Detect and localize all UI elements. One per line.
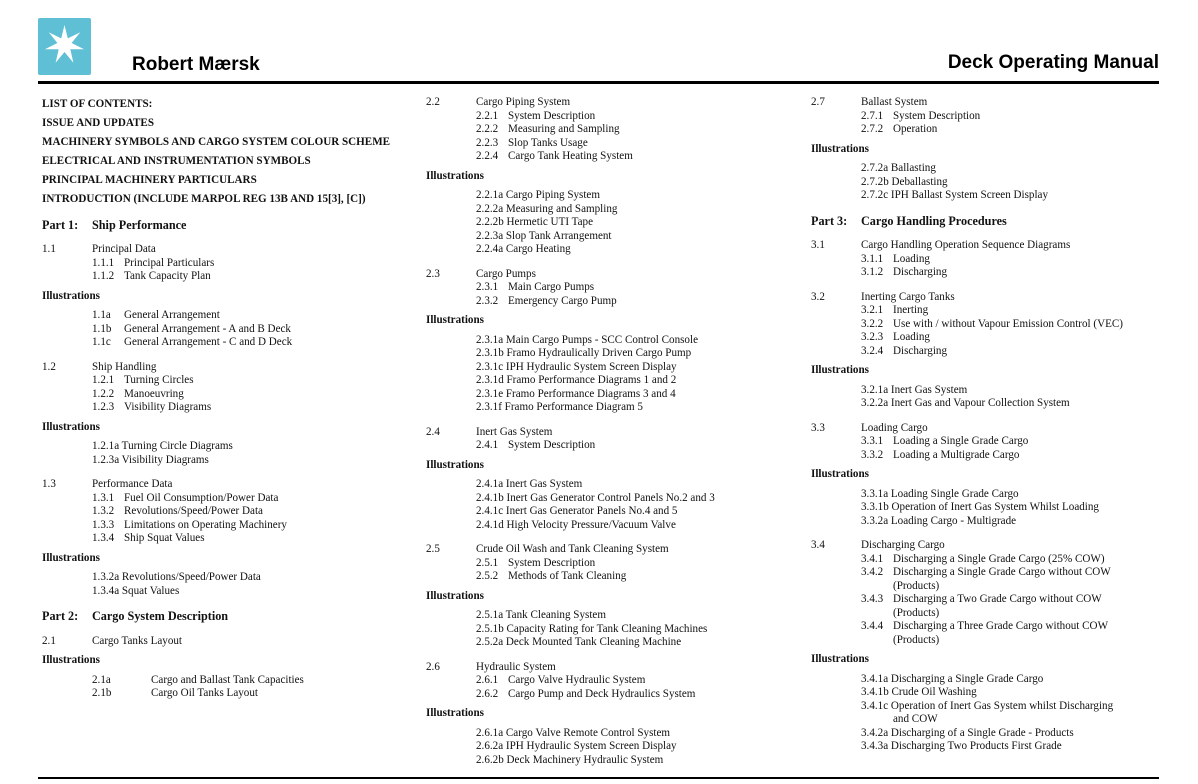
illustration-item[interactable]: 2.7.2b Deballasting: [861, 175, 948, 188]
toc-issue-updates[interactable]: ISSUE AND UPDATES: [42, 117, 154, 129]
illustration-item[interactable]: 2.3.1a Main Cargo Pumps - SCC Control Console: [476, 333, 698, 346]
illustrations-heading: Illustrations: [42, 289, 100, 302]
subsection-continuation: (Products): [893, 579, 940, 592]
illustration-item[interactable]: 2.2.4a Cargo Heating: [476, 243, 571, 255]
illustration-item[interactable]: 2.1b Cargo Oil Tanks Layout: [92, 687, 258, 699]
subsection-item[interactable]: 1.3.4 Ship Squat Values: [92, 532, 205, 544]
section-heading[interactable]: 2.4 Inert Gas System: [426, 425, 553, 438]
subsection-item[interactable]: 1.3.3 Limitations on Operating Machinery: [92, 518, 287, 531]
illustration-item[interactable]: 2.4.1d High Velocity Pressure/Vacuum Valve: [476, 518, 676, 531]
illustration-item[interactable]: 2.3.1c IPH Hydraulic System Screen Display: [476, 360, 677, 373]
illustration-item[interactable]: 2.3.1e Framo Performance Diagrams 3 and 4: [476, 387, 676, 400]
toc-principal-machinery[interactable]: PRINCIPAL MACHINERY PARTICULARS: [42, 174, 257, 186]
illustration-item[interactable]: 2.2.3a Slop Tank Arrangement: [476, 229, 612, 242]
manual-title: Deck Operating Manual: [947, 52, 1159, 73]
illustration-item[interactable]: 1.2.1a Turning Circle Diagrams: [92, 440, 233, 452]
illustration-item[interactable]: 3.3.1b Operation of Inert Gas System Whilst Loading: [861, 501, 1099, 513]
subsection-item[interactable]: 3.2.2 Use with / without Vapour Emission Control (VEC): [861, 317, 1123, 330]
illustration-continuation: and COW: [893, 713, 938, 725]
section-heading[interactable]: 2.7 Ballast System: [811, 96, 928, 108]
illustration-item[interactable]: 2.2.2b Hermetic UTI Tape: [476, 216, 594, 228]
maersk-logo: [38, 18, 91, 75]
toc-machinery-symbols[interactable]: MACHINERY SYMBOLS AND CARGO SYSTEM COLOUR SCHEME: [42, 136, 391, 148]
subsection-item[interactable]: 3.4.4 Discharging a Three Grade Cargo without COW: [861, 620, 1109, 632]
illustrations-heading: Illustrations: [811, 468, 869, 480]
subsection-item[interactable]: 3.3.1 Loading a Single Grade Cargo: [861, 435, 1029, 447]
illustrations-heading: Illustrations: [811, 142, 869, 155]
subsection-item[interactable]: 3.2.1 Inerting: [861, 304, 929, 316]
illustrations-heading: Illustrations: [42, 420, 100, 433]
illustration-item[interactable]: 2.5.1a Tank Cleaning System: [476, 609, 606, 621]
subsection-item[interactable]: 2.7.2 Operation: [861, 123, 938, 135]
subsection-continuation: (Products): [893, 633, 940, 646]
subsection-item[interactable]: 2.2.4 Cargo Tank Heating System: [476, 150, 633, 162]
section-heading[interactable]: 2.2 Cargo Piping System: [426, 96, 571, 108]
subsection-item[interactable]: 2.5.2 Methods of Tank Cleaning: [476, 570, 627, 582]
part-heading[interactable]: Part 1: Ship Performance: [42, 217, 187, 232]
subsection-item[interactable]: 2.2.2 Measuring and Sampling: [476, 123, 620, 135]
illustration-item[interactable]: 1.1b General Arrangement - A and B Deck: [92, 322, 291, 335]
part-heading[interactable]: Part 3: Cargo Handling Procedures: [811, 213, 1007, 228]
illustration-item[interactable]: 1.3.2a Revolutions/Speed/Power Data: [92, 571, 261, 583]
subsection-item[interactable]: 2.2.3 Slop Tanks Usage: [476, 136, 588, 149]
section-heading[interactable]: 2.6 Hydraulic System: [426, 660, 556, 673]
section-heading[interactable]: 3.4 Discharging Cargo: [811, 539, 945, 551]
section-heading[interactable]: 3.2 Inerting Cargo Tanks: [811, 290, 955, 303]
footer-rule: [38, 777, 1159, 779]
illustrations-heading: Illustrations: [811, 364, 869, 376]
section-heading[interactable]: 1.2 Ship Handling: [42, 360, 157, 373]
section-heading[interactable]: 3.3 Loading Cargo: [811, 421, 928, 434]
contents-column-1: [42, 96, 417, 701]
illustration-item[interactable]: 2.6.1a Cargo Valve Remote Control System: [476, 726, 671, 739]
illustration-item[interactable]: 2.3.1b Framo Hydraulically Driven Cargo Pump: [476, 347, 692, 359]
ship-name: Robert Mærsk: [132, 54, 260, 75]
illustration-item[interactable]: 3.4.2a Discharging of a Single Grade - Products: [861, 726, 1074, 739]
subsection-item[interactable]: 3.1.1 Loading: [861, 252, 930, 265]
subsection-item[interactable]: 1.2.3 Visibility Diagrams: [92, 401, 212, 413]
subsection-item[interactable]: 3.2.3 Loading: [861, 331, 930, 343]
illustration-item[interactable]: 1.3.4a Squat Values: [92, 584, 180, 597]
illustration-item[interactable]: 2.2.2a Measuring and Sampling: [476, 202, 618, 215]
section-heading[interactable]: 1.3 Performance Data: [42, 478, 173, 490]
illustration-item[interactable]: 3.4.1a Discharging a Single Grade Cargo: [861, 672, 1044, 685]
illustration-item[interactable]: 2.1a Cargo and Ballast Tank Capacities: [92, 673, 304, 686]
subsection-item[interactable]: 3.2.4 Discharging: [861, 344, 948, 357]
illustrations-heading: Illustrations: [811, 653, 869, 665]
illustrations-heading: Illustrations: [42, 654, 100, 666]
illustration-item[interactable]: 3.3.1a Loading Single Grade Cargo: [861, 487, 1019, 500]
seven-pointed-star-icon: [38, 18, 91, 75]
illustration-item[interactable]: 2.4.1c Inert Gas Generator Panels No.4 and 5: [476, 505, 678, 517]
subsection-item[interactable]: 3.1.2 Discharging: [861, 266, 948, 278]
toc-electrical-symbols[interactable]: ELECTRICAL AND INSTRUMENTATION SYMBOLS: [42, 155, 311, 167]
subsection-item[interactable]: 1.3.2 Revolutions/Speed/Power Data: [92, 505, 263, 517]
subsection-item[interactable]: 2.6.2 Cargo Pump and Deck Hydraulics System: [476, 687, 696, 700]
subsection-item[interactable]: 2.2.1 System Description: [476, 109, 596, 122]
subsection-item[interactable]: 2.4.1 System Description: [476, 439, 596, 451]
illustration-item[interactable]: 2.7.2c IPH Ballast System Screen Display: [861, 189, 1049, 201]
header-rule: [38, 81, 1159, 84]
illustration-item[interactable]: 2.7.2a Ballasting: [861, 162, 936, 174]
subsection-item[interactable]: 2.3.2 Emergency Cargo Pump: [476, 294, 617, 307]
subsection-item[interactable]: 3.3.2 Loading a Multigrade Cargo: [861, 448, 1020, 461]
illustration-item[interactable]: 2.5.1b Capacity Rating for Tank Cleaning Machines: [476, 622, 708, 635]
illustrations-heading: Illustrations: [426, 314, 484, 326]
illustration-item[interactable]: 2.4.1b Inert Gas Generator Control Panels No.2 and 3: [476, 491, 715, 504]
illustrations-heading: Illustrations: [42, 551, 100, 564]
illustration-item[interactable]: 2.6.2a IPH Hydraulic System Screen Display: [476, 740, 677, 752]
toc-list-of-contents[interactable]: LIST OF CONTENTS:: [42, 98, 153, 110]
illustration-item[interactable]: 3.2.2a Inert Gas and Vapour Collection System: [861, 397, 1070, 409]
toc-introduction[interactable]: INTRODUCTION (INCLUDE MARPOL REG 13B AND 15[3], [C]): [42, 193, 366, 205]
subsection-item[interactable]: 1.2.2 Manoeuvring: [92, 387, 184, 400]
illustrations-heading: Illustrations: [426, 169, 484, 182]
illustration-item[interactable]: 1.1a General Arrangement: [92, 309, 220, 321]
illustrations-heading: Illustrations: [426, 707, 484, 719]
subsection-item[interactable]: 3.4.1 Discharging a Single Grade Cargo (25% COW): [861, 552, 1105, 565]
subsection-item[interactable]: 1.3.1 Fuel Oil Consumption/Power Data: [92, 491, 279, 504]
illustration-item[interactable]: 3.2.1a Inert Gas System: [861, 383, 968, 396]
contents-column-2: [426, 96, 806, 767]
subsection-continuation: (Products): [893, 606, 940, 619]
subsection-item[interactable]: 3.4.3 Discharging a Two Grade Cargo without COW: [861, 593, 1102, 605]
section-heading[interactable]: 3.1 Cargo Handling Operation Sequence Diagrams: [811, 239, 1071, 251]
illustrations-heading: Illustrations: [426, 458, 484, 471]
subsection-item[interactable]: 1.1.1 Principal Particulars: [92, 256, 215, 269]
illustrations-heading: Illustrations: [426, 589, 484, 602]
subsection-item[interactable]: 2.7.1 System Description: [861, 109, 981, 122]
contents-column-3: [811, 96, 1191, 754]
illustration-item[interactable]: 2.5.2a Deck Mounted Tank Cleaning Machine: [476, 636, 682, 648]
section-heading[interactable]: 2.3 Cargo Pumps: [426, 267, 536, 280]
illustration-item[interactable]: 2.2.1a Cargo Piping System: [476, 189, 600, 201]
illustration-item[interactable]: 2.3.1d Framo Performance Diagrams 1 and 2: [476, 374, 677, 386]
subsection-item[interactable]: 2.6.1 Cargo Valve Hydraulic System: [476, 674, 646, 686]
illustration-item[interactable]: 3.4.1b Crude Oil Washing: [861, 686, 977, 698]
subsection-item[interactable]: 2.3.1 Main Cargo Pumps: [476, 281, 595, 293]
illustration-item[interactable]: 2.6.2b Deck Machinery Hydraulic System: [476, 753, 664, 766]
illustration-item[interactable]: 3.4.3a Discharging Two Products First Grade: [861, 740, 1062, 752]
illustration-item[interactable]: 1.2.3a Visibility Diagrams: [92, 453, 209, 466]
section-heading[interactable]: 2.1 Cargo Tanks Layout: [42, 634, 183, 647]
subsection-item[interactable]: 1.1.2 Tank Capacity Plan: [92, 270, 211, 282]
illustration-item[interactable]: 2.3.1f Framo Performance Diagram 5: [476, 401, 643, 413]
subsection-item[interactable]: 2.5.1 System Description: [476, 556, 596, 569]
subsection-item[interactable]: 1.2.1 Turning Circles: [92, 374, 194, 386]
illustration-item[interactable]: 2.4.1a Inert Gas System: [476, 478, 583, 490]
illustration-item[interactable]: 1.1c General Arrangement - C and D Deck: [92, 336, 293, 348]
section-heading[interactable]: 1.1 Principal Data: [42, 243, 156, 255]
section-heading[interactable]: 2.5 Crude Oil Wash and Tank Cleaning System: [426, 543, 669, 555]
subsection-item[interactable]: 3.4.2 Discharging a Single Grade Cargo without COW: [861, 566, 1111, 578]
part-heading[interactable]: Part 2: Cargo System Description: [42, 609, 229, 623]
illustration-item[interactable]: 3.4.1c Operation of Inert Gas System whilst Discharging: [861, 699, 1114, 712]
illustration-item[interactable]: 3.3.2a Loading Cargo - Multigrade: [861, 514, 1017, 527]
